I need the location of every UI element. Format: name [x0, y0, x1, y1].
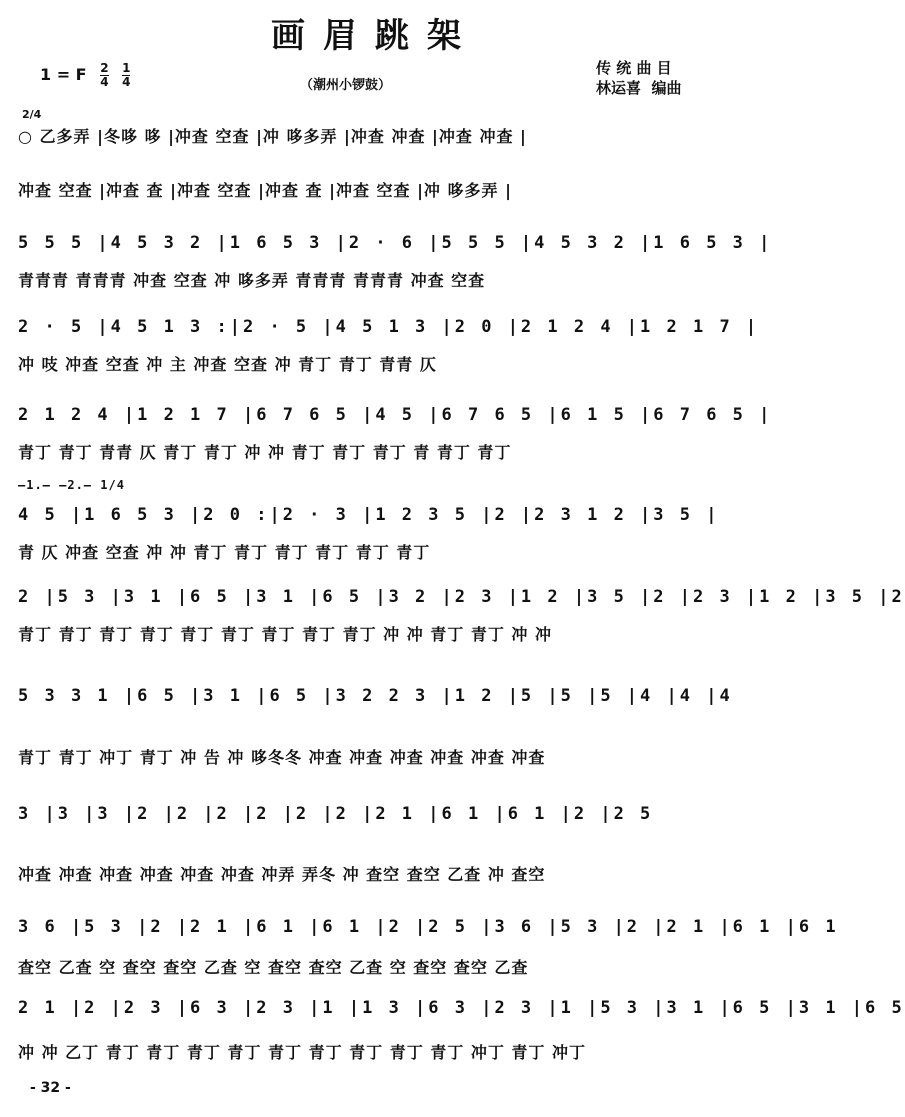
credit-line-1: 传 统 曲 目: [596, 59, 672, 77]
notation-row: 3 |3 |3 |2 |2 |2 |2 |2 |2 |2 1 |6 1 |6 1 |2 |2 5: [18, 804, 654, 824]
lyric-row: 冲查 空查 |冲查 查 |冲查 空查 |冲查 查 |冲查 空查 |冲 哆多弄 |: [18, 181, 512, 200]
notation-row: 3 6 |5 3 |2 |2 1 |6 1 |6 1 |2 |2 5 |3 6 |5 3 |2 |2 1 |6 1 |6 1: [18, 917, 839, 937]
credit-block: [596, 58, 681, 98]
key-signature: [40, 62, 130, 89]
meter-mark: 2/4: [22, 108, 42, 121]
notation-row: 2 · 5 |4 5 1 3 :|2 · 5 |4 5 1 3 |2 0 |2 1 2 4 |1 2 1 7 |: [18, 317, 760, 337]
time-sig-2-num: 1: [122, 61, 131, 75]
notation-row: 2 |5 3 |3 1 |6 5 |3 1 |6 5 |3 2 |2 3 |1 2 |3 5 |2 |2 3 |1 2 |3 5 |2: [18, 587, 905, 607]
time-sig-1-num: 2: [100, 61, 109, 75]
lyric-row: ○ 乙多弄 |冬哆 哆 |冲查 空查 |冲 哆多弄 |冲查 冲查 |冲查 冲查 |: [18, 127, 527, 146]
notation-row: 2 1 2 4 |1 2 1 7 |6 7 6 5 |4 5 |6 7 6 5 |6 1 5 |6 7 6 5 |: [18, 405, 773, 425]
page-title: 画眉跳架: [271, 16, 479, 56]
notation-row: 4 5 |1 6 5 3 |2 0 :|2 · 3 |1 2 3 5 |2 |2 3 1 2 |3 5 |: [18, 505, 720, 525]
volta-bracket-row: —1.— —2.— 1/4: [18, 478, 125, 492]
key-label: 1 = F: [40, 65, 87, 84]
time-sig-1-den: 4: [100, 75, 109, 89]
page-number: - 32 -: [30, 1080, 71, 1096]
notation-row: 5 5 5 |4 5 3 2 |1 6 5 3 |2 · 6 |5 5 5 |4 5 3 2 |1 6 5 3 |: [18, 233, 773, 253]
notation-row: 2 1 |2 |2 3 |6 3 |2 3 |1 |1 3 |6 3 |2 3 |1 |5 3 |3 1 |6 5 |3 1 |6 5: [18, 998, 905, 1018]
lyric-row: 青丁 青丁 青青 仄 青丁 青丁 冲 冲 青丁 青丁 青丁 青 青丁 青丁: [18, 443, 512, 462]
lyric-row: 青丁 青丁 冲丁 青丁 冲 告 冲 哆冬冬 冲查 冲查 冲查 冲查 冲查 冲查: [18, 748, 546, 767]
lyric-row: 青 仄 冲查 空查 冲 冲 青丁 青丁 青丁 青丁 青丁 青丁: [18, 543, 431, 562]
credit-line-2: 林运喜 编曲: [596, 79, 682, 97]
time-signature-2: [122, 62, 130, 89]
lyric-row: 冲 吱 冲查 空查 冲 主 冲查 空查 冲 青丁 青丁 青青 仄: [18, 355, 437, 374]
subtitle: （潮州小锣鼓）: [300, 78, 392, 93]
lyric-row: 冲查 冲查 冲查 冲查 冲查 冲查 冲弄 弄冬 冲 查空 查空 乙查 冲 查空: [18, 865, 546, 884]
lyric-row: 查空 乙查 空 查空 查空 乙查 空 查空 查空 乙查 空 查空 查空 乙查: [18, 958, 529, 977]
lyric-row: 冲 冲 乙丁 青丁 青丁 青丁 青丁 青丁 青丁 青丁 青丁 青丁 冲丁 青丁 冲丁: [18, 1043, 586, 1062]
time-sig-2-den: 4: [122, 75, 131, 89]
lyric-row: 青丁 青丁 青丁 青丁 青丁 青丁 青丁 青丁 青丁 冲 冲 青丁 青丁 冲 冲: [18, 625, 552, 644]
time-signature-1: [100, 62, 108, 89]
lyric-row: 青青青 青青青 冲查 空查 冲 哆多弄 青青青 青青青 冲查 空查: [18, 271, 486, 290]
notation-row: 5 3 3 1 |6 5 |3 1 |6 5 |3 2 2 3 |1 2 |5 |5 |5 |4 |4 |4: [18, 686, 733, 706]
